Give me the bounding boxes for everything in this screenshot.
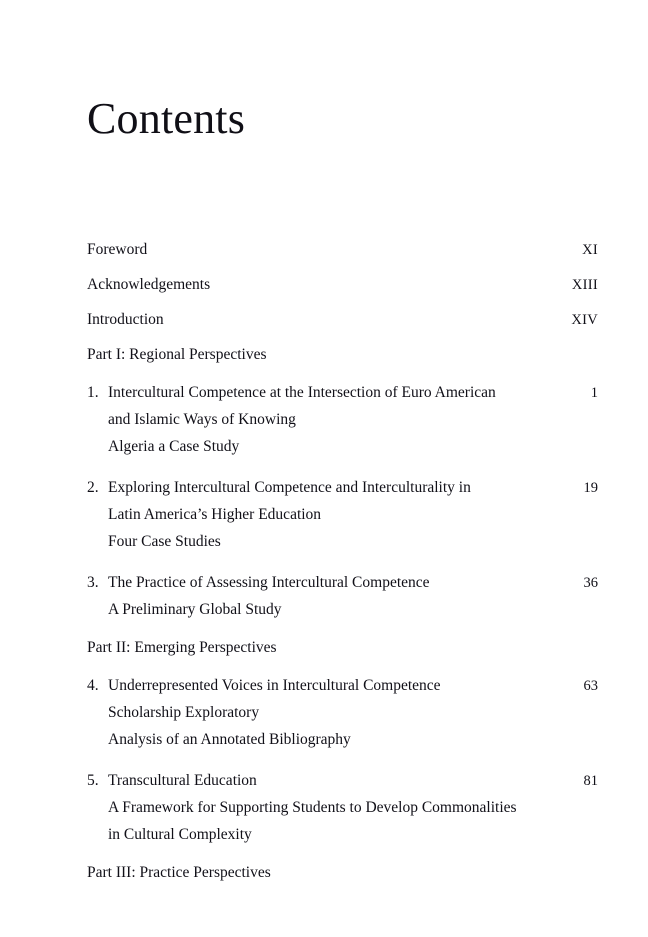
chapter-title-line: Transcultural Education — [108, 772, 257, 789]
part-heading-2: Part II: Emerging Perspectives — [87, 639, 277, 656]
chapter-subtitle-line: A Framework for Supporting Students to Develop Commonalities — [108, 799, 517, 816]
chapter-page-number: 36 — [583, 575, 598, 591]
toc-entry-label: Introduction — [87, 311, 164, 328]
page-title: Contents — [87, 94, 246, 143]
chapter-page-number: 1 — [590, 385, 598, 401]
chapter-title-line: Exploring Intercultural Competence and Interculturality in — [108, 479, 471, 496]
toc-entry-foreword[interactable] — [87, 240, 598, 260]
toc-entry-chapter-5[interactable] — [87, 767, 598, 848]
chapter-page-number: 63 — [583, 678, 598, 694]
chapter-subtitle-line: Analysis of an Annotated Bibliography — [108, 731, 351, 748]
toc-entry-page-number: XIII — [571, 277, 598, 293]
toc-entry-introduction[interactable] — [87, 310, 598, 330]
toc-entry-chapter-4[interactable] — [87, 672, 598, 753]
toc-entry-acknowledgements[interactable] — [87, 275, 598, 295]
toc-entry-label: Foreword — [87, 241, 148, 258]
chapter-page-number: 19 — [583, 480, 598, 496]
toc-entry-chapter-3[interactable] — [87, 569, 598, 623]
chapter-subtitle-line: in Cultural Complexity — [108, 826, 252, 843]
chapter-title-line: Underrepresented Voices in Intercultural Competence — [108, 677, 441, 694]
chapter-subtitle-line: A Preliminary Global Study — [108, 601, 282, 618]
toc-entry-page-number: XIV — [571, 312, 598, 328]
chapter-number: 3. — [87, 574, 99, 591]
chapter-title-line: The Practice of Assessing Intercultural Competence — [108, 574, 430, 591]
chapter-title-line: Intercultural Competence at the Intersection of Euro American — [108, 384, 496, 401]
chapter-number: 5. — [87, 772, 99, 789]
part-heading-3: Part III: Practice Perspectives — [87, 864, 271, 881]
chapter-subtitle-line: Algeria a Case Study — [108, 438, 240, 455]
toc-entry-chapter-2[interactable] — [87, 474, 598, 555]
chapter-number: 1. — [87, 384, 99, 401]
chapter-page-number: 81 — [583, 773, 598, 789]
chapter-subtitle-line: Four Case Studies — [108, 533, 221, 550]
toc-entry-page-number: XI — [582, 242, 598, 258]
toc-entry-chapter-1[interactable] — [87, 379, 598, 460]
part-heading-1: Part I: Regional Perspectives — [87, 346, 267, 363]
chapter-subtitle-line: Latin America’s Higher Education — [108, 506, 322, 523]
chapter-subtitle-line: and Islamic Ways of Knowing — [108, 411, 296, 428]
chapter-number: 2. — [87, 479, 99, 496]
toc-entry-list — [87, 240, 598, 897]
chapter-subtitle-line: Scholarship Exploratory — [108, 704, 260, 721]
toc-entry-label: Acknowledgements — [87, 276, 211, 293]
chapter-number: 4. — [87, 677, 99, 694]
